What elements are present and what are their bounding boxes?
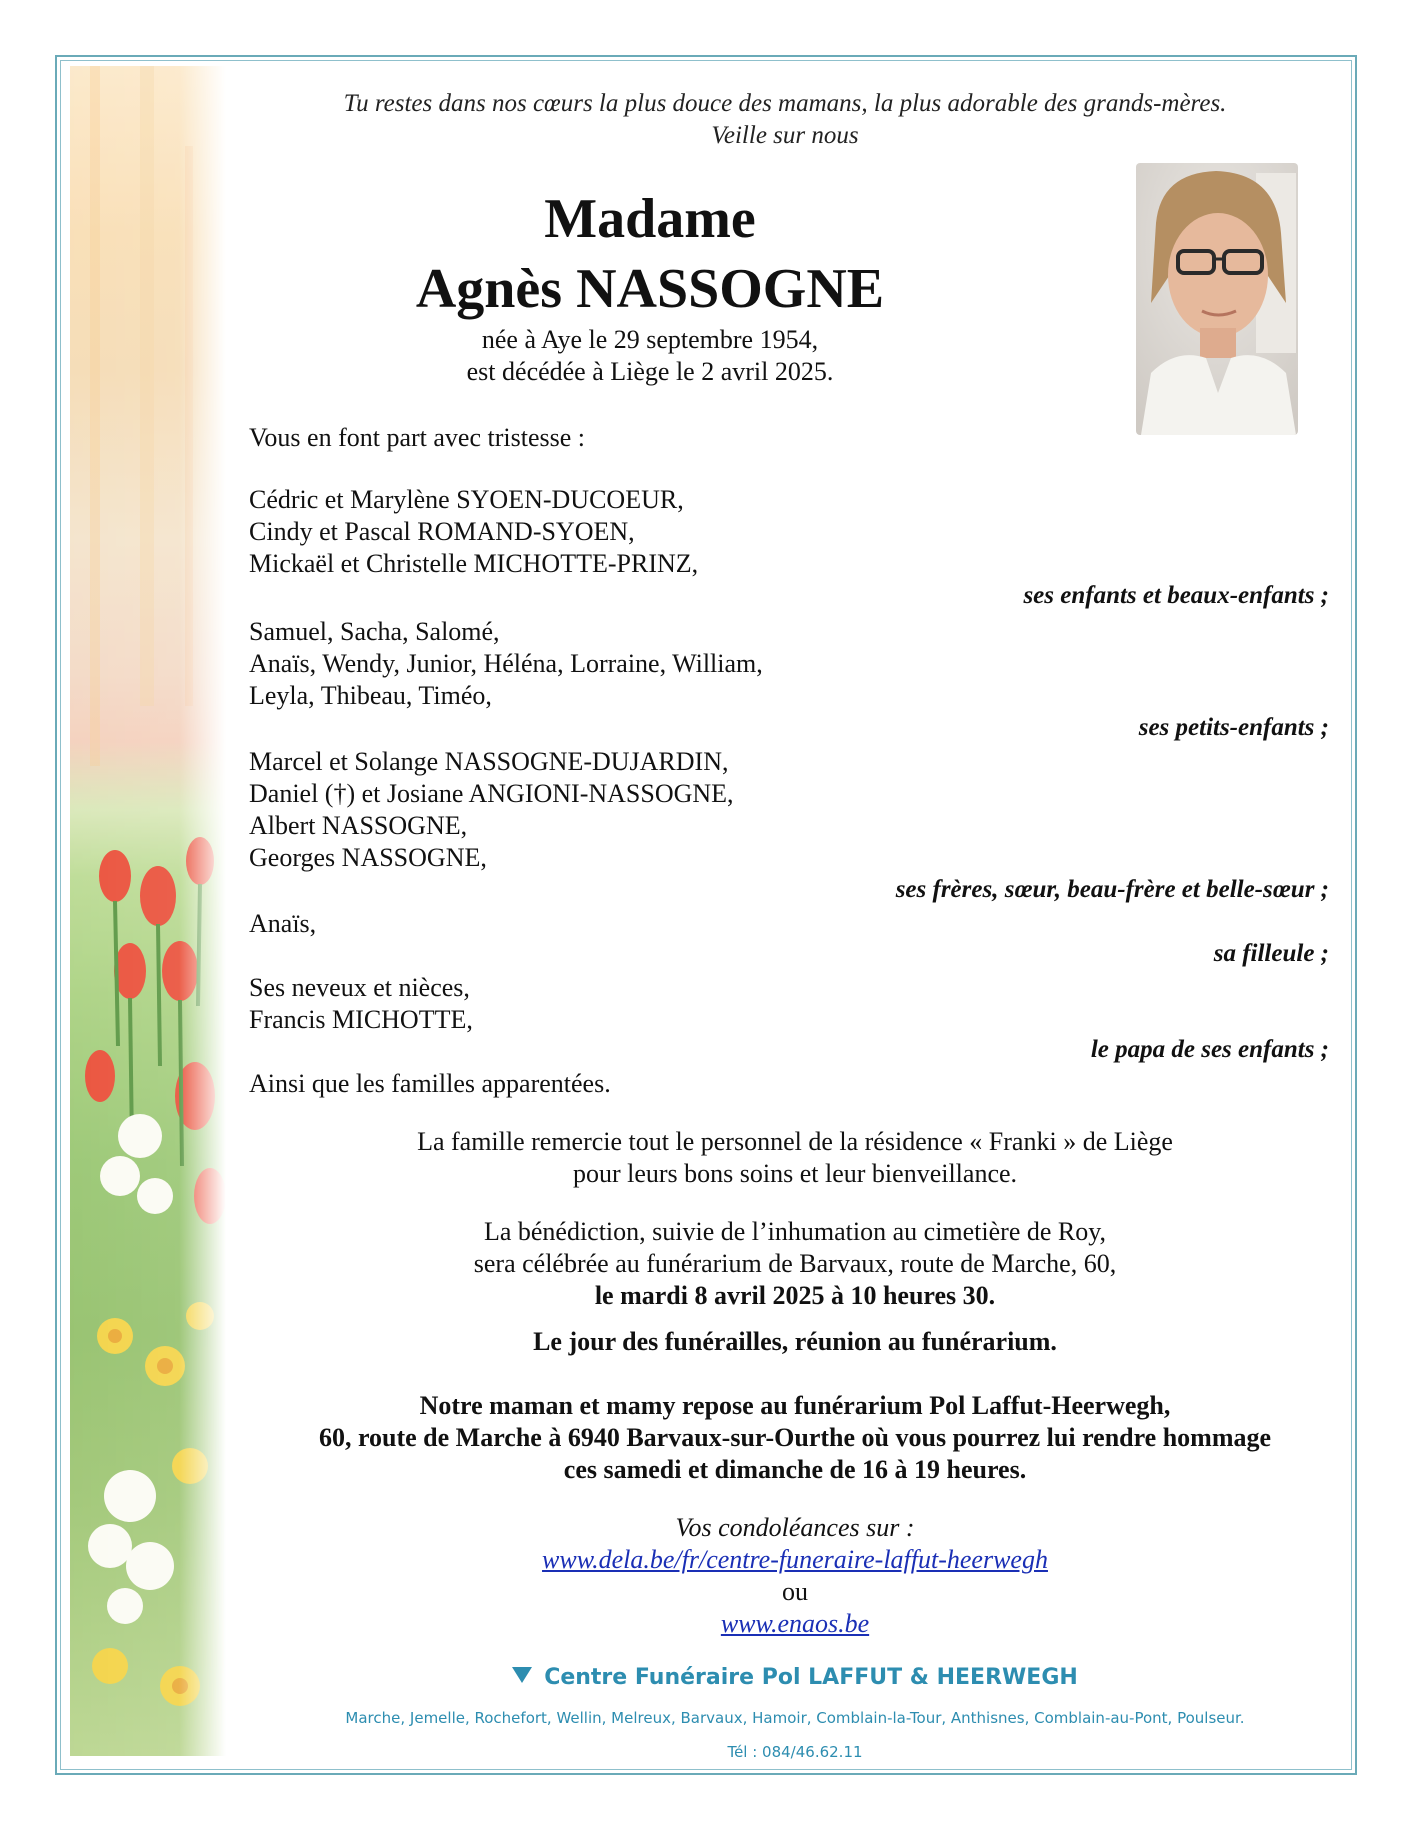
list-item: Leyla, Thibeau, Timéo,	[249, 681, 492, 710]
list-item: Daniel (†) et Josiane ANGIONI-NASSOGNE,	[249, 779, 734, 808]
list-item: Cédric et Marylène SYOEN-DUCOEUR,	[249, 485, 684, 514]
list-item: Ses neveux et nièces,	[249, 973, 470, 1002]
label-grandchildren: ses petits-enfants ;	[1138, 714, 1329, 741]
visitation-line-1: Notre maman et mamy repose au funérarium Pol Laffut-Heerwegh,	[419, 1391, 1171, 1420]
label-children: ses enfants et beaux-enfants ;	[1023, 582, 1329, 609]
list-item: Francis MICHOTTE,	[249, 1005, 473, 1034]
funeral-home-label: Centre Funéraire Pol LAFFUT & HEERWEGH	[544, 1665, 1078, 1690]
thanks-line-2: pour leurs bons soins et leur bienveillance.	[572, 1159, 1018, 1188]
list-item: Georges NASSOGNE,	[249, 843, 487, 872]
list-item: Mickaël et Christelle MICHOTTE-PRINZ,	[249, 549, 699, 578]
condolences-link-enaos[interactable]: www.enaos.be	[720, 1609, 870, 1638]
condolences-block	[240, 1512, 1350, 1640]
portrait-photo	[1136, 163, 1298, 435]
meeting-text: Le jour des funérailles, réunion au funérarium.	[533, 1327, 1057, 1356]
death-line: est décédée à Liège le 2 avril 2025.	[466, 357, 834, 386]
honorific: Madame	[544, 188, 756, 250]
ceremony-paragraph	[240, 1216, 1350, 1312]
condolences-or: ou	[782, 1577, 808, 1606]
triangle-down-icon	[512, 1667, 532, 1683]
families-text: Ainsi que les familles apparentées.	[249, 1069, 611, 1098]
list-item: Cindy et Pascal ROMAND-SYOEN,	[249, 517, 635, 546]
funeral-home-towns: Marche, Jemelle, Rochefort, Wellin, Melreux, Barvaux, Hamoir, Comblain-la-Tour, Anthisnes, Comblain-au-Pont, Poulseur.	[345, 1709, 1245, 1727]
funeral-home-name	[240, 1664, 1350, 1692]
list-item: Marcel et Solange NASSOGNE-DUJARDIN,	[249, 747, 729, 776]
ceremony-line-1: La bénédiction, suivie de l’inhumation au cimetière de Roy,	[483, 1217, 1107, 1246]
ceremony-date: le mardi 8 avril 2025 à 10 heures 30.	[594, 1281, 996, 1310]
condolences-link-dela[interactable]: www.dela.be/fr/centre-funeraire-laffut-heerwegh	[542, 1545, 1048, 1574]
group-siblings	[249, 746, 734, 874]
deceased-name: Agnès NASSOGNE	[415, 258, 885, 320]
epigraph-line-2: Veille sur nous	[711, 122, 859, 149]
group-nephews	[249, 972, 473, 1036]
birth-death-dates	[270, 324, 1030, 388]
list-item: Anaïs,	[249, 909, 317, 938]
flower-strip-image	[70, 66, 226, 1756]
birth-line: née à Aye le 29 septembre 1954,	[481, 325, 819, 354]
ceremony-line-2: sera célébrée au funérarium de Barvaux, route de Marche, 60,	[473, 1249, 1117, 1278]
group-children	[249, 484, 698, 580]
intro-text: Vous en font part avec tristesse :	[249, 423, 585, 452]
thanks-line-1: La famille remercie tout le personnel de la résidence « Franki » de Liège	[417, 1127, 1173, 1156]
epigraph	[240, 88, 1330, 152]
condolences-label: Vos condoléances sur :	[675, 1513, 915, 1542]
label-goddaughter: sa filleule ;	[1213, 940, 1329, 967]
list-item: Samuel, Sacha, Salomé,	[249, 617, 500, 646]
label-siblings: ses frères, sœur, beau-frère et belle-sœur ;	[895, 876, 1329, 903]
visitation-line-2: 60, route de Marche à 6940 Barvaux-sur-Ourthe où vous pourrez lui rendre hommage	[318, 1423, 1272, 1452]
epigraph-line-1: Tu restes dans nos cœurs la plus douce des mamans, la plus adorable des grands-mères.	[343, 90, 1227, 117]
group-goddaughter	[249, 908, 316, 940]
list-item: Albert NASSOGNE,	[249, 811, 468, 840]
label-father-of-children: le papa de ses enfants ;	[1090, 1036, 1329, 1063]
thanks-paragraph	[240, 1126, 1350, 1190]
visitation-paragraph	[240, 1390, 1350, 1486]
group-grandchildren	[249, 616, 763, 712]
funeral-home-phone: Tél : 084/46.62.11	[727, 1743, 863, 1761]
list-item: Anaïs, Wendy, Junior, Héléna, Lorraine, William,	[249, 649, 763, 678]
visitation-line-3: ces samedi et dimanche de 16 à 19 heures.	[563, 1455, 1027, 1484]
